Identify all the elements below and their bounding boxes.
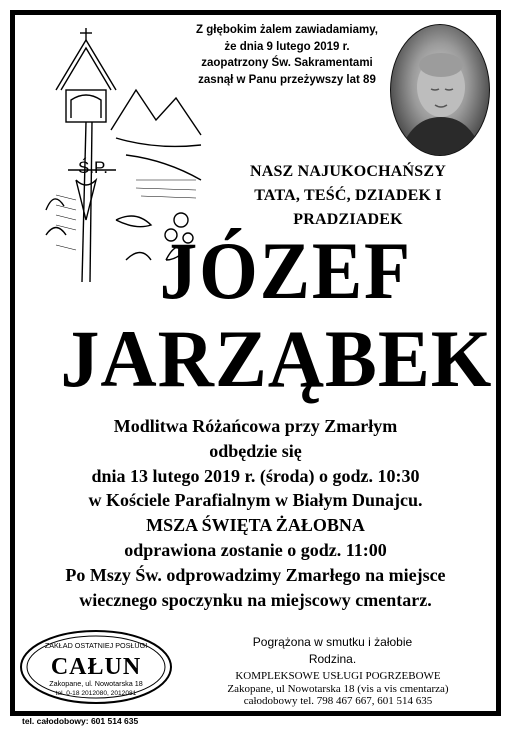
phone-footer: tel. całodobowy: 601 514 635 (22, 716, 139, 726)
company-line: KOMPLEKSOWE USŁUGI POGRZEBOWE (235, 670, 441, 682)
ceremony-line: wiecznego spoczynku na miejscowy cmentarz. (79, 589, 432, 610)
ceremony-line: w Kościele Parafialnym w Białym Dunajcu. (88, 490, 423, 511)
seal-top-text: ZAKŁAD OSTATNIEJ POSŁUGI (44, 641, 148, 650)
mourners-signature (250, 634, 415, 668)
intro-line: że dnia 9 lutego 2019 r. (224, 40, 350, 53)
ceremony-details (18, 414, 493, 612)
sp-label: Ś.P. (78, 158, 108, 177)
company-line: całodobowy tel. 798 467 667, 601 514 635 (243, 695, 433, 708)
seal-tel: tel. 0-18 2012080, 2012081 (55, 690, 137, 697)
intro-line: Z głębokim żalem zawiadamiamy, (196, 24, 378, 36)
ceremony-line: dnia 13 lutego 2019 r. (środa) o godz. 10:30 (91, 465, 420, 486)
epithet-line: NASZ NAJUKOCHAŃSZY (249, 163, 447, 180)
mourners-line: Pogrążona w smutku i żałobie (252, 635, 413, 649)
deceased-first-name: JÓZEF (159, 225, 412, 316)
epithet-line: TATA, TEŚĆ, DZIADEK I PRADZIADEK (254, 187, 442, 228)
company-line: Zakopane, ul Nowotarska 18 (vis a vis cmentarza) (227, 682, 449, 695)
funeral-services-info (178, 670, 498, 708)
ceremony-line: MSZA ŚWIĘTA ŻAŁOBNA (146, 515, 365, 536)
deceased-last-name: JARZĄBEK (60, 313, 493, 404)
intro-line: zasnął w Panu przeżywszy lat 89 (198, 73, 376, 86)
deceased-portrait-photo (390, 24, 490, 156)
death-announcement-intro (196, 22, 378, 88)
ceremony-line: odprawiona zostanie o godz. 11:00 (124, 539, 387, 560)
mourners-line: Rodzina. (308, 652, 357, 666)
ceremony-line: Po Mszy Św. odprowadzimy Zmarłego na miejsce (65, 564, 446, 585)
calun-funeral-home-logo (18, 628, 174, 706)
seal-address: Zakopane, ul. Nowotarska 18 (49, 679, 143, 688)
epithet (218, 160, 478, 232)
ceremony-line: Modlitwa Różańcowa przy Zmarłym (113, 416, 398, 436)
seal-name: CAŁUN (50, 654, 142, 680)
ceremony-line: odbędzie się (209, 440, 302, 461)
intro-line: zaopatrzony Św. Sakramentami (201, 57, 373, 69)
portrait-silhouette (391, 25, 489, 155)
